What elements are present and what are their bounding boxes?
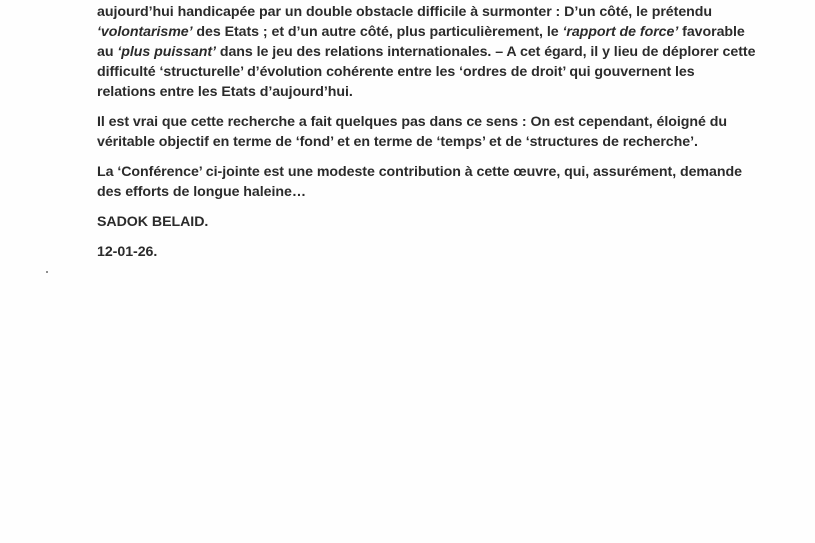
text-run: dans le jeu des relations internationales. – A cet égard, il y lieu de déplorer cette [215,44,756,60]
text-line [97,22,745,42]
italic-term-rapport-de-force: ‘rapport de force’ [562,24,679,40]
text-line [97,42,756,62]
text-run: au [97,44,118,60]
paragraph-conference [97,162,742,202]
paragraph-obstacles [97,2,756,102]
text-line: des efforts de longue haleine… [97,184,306,200]
text-line: Il est vrai que cette recherche a fait quelques pas dans ce sens : On est cependant, éloigné du [97,114,727,130]
text-line: véritable objectif en terme de ‘fond’ et en terme de ‘temps’ et de ‘structures de recherche’. [97,134,698,150]
text-run: des Etats ; et d’un autre côté, plus particulièrement, le [192,24,563,40]
italic-term-volontarisme: ‘volontarisme’ [97,24,193,40]
text-line: difficulté ‘structurelle’ d’évolution cohérente entre les ‘ordres de droit’ qui gouvernent les [97,64,695,80]
text-line: aujourd’hui handicapée par un double obstacle difficile à surmonter : D’un côté, le prétendu [97,4,713,20]
document-body [97,2,756,262]
text-run: favorable [678,24,745,40]
italic-term-plus-puissant: ‘plus puissant’ [117,44,216,60]
text-line: relations entre les Etats d’aujourd’hui. [97,84,353,100]
text-line: La ‘Conférence’ ci-jointe est une modeste contribution à cette œuvre, qui, assurément, demande [97,164,742,180]
author-signature: SADOK BELAID. [97,214,209,230]
document-date: 12-01-26. [97,244,158,260]
scan-speck [46,271,48,273]
paragraph-research [97,112,737,152]
